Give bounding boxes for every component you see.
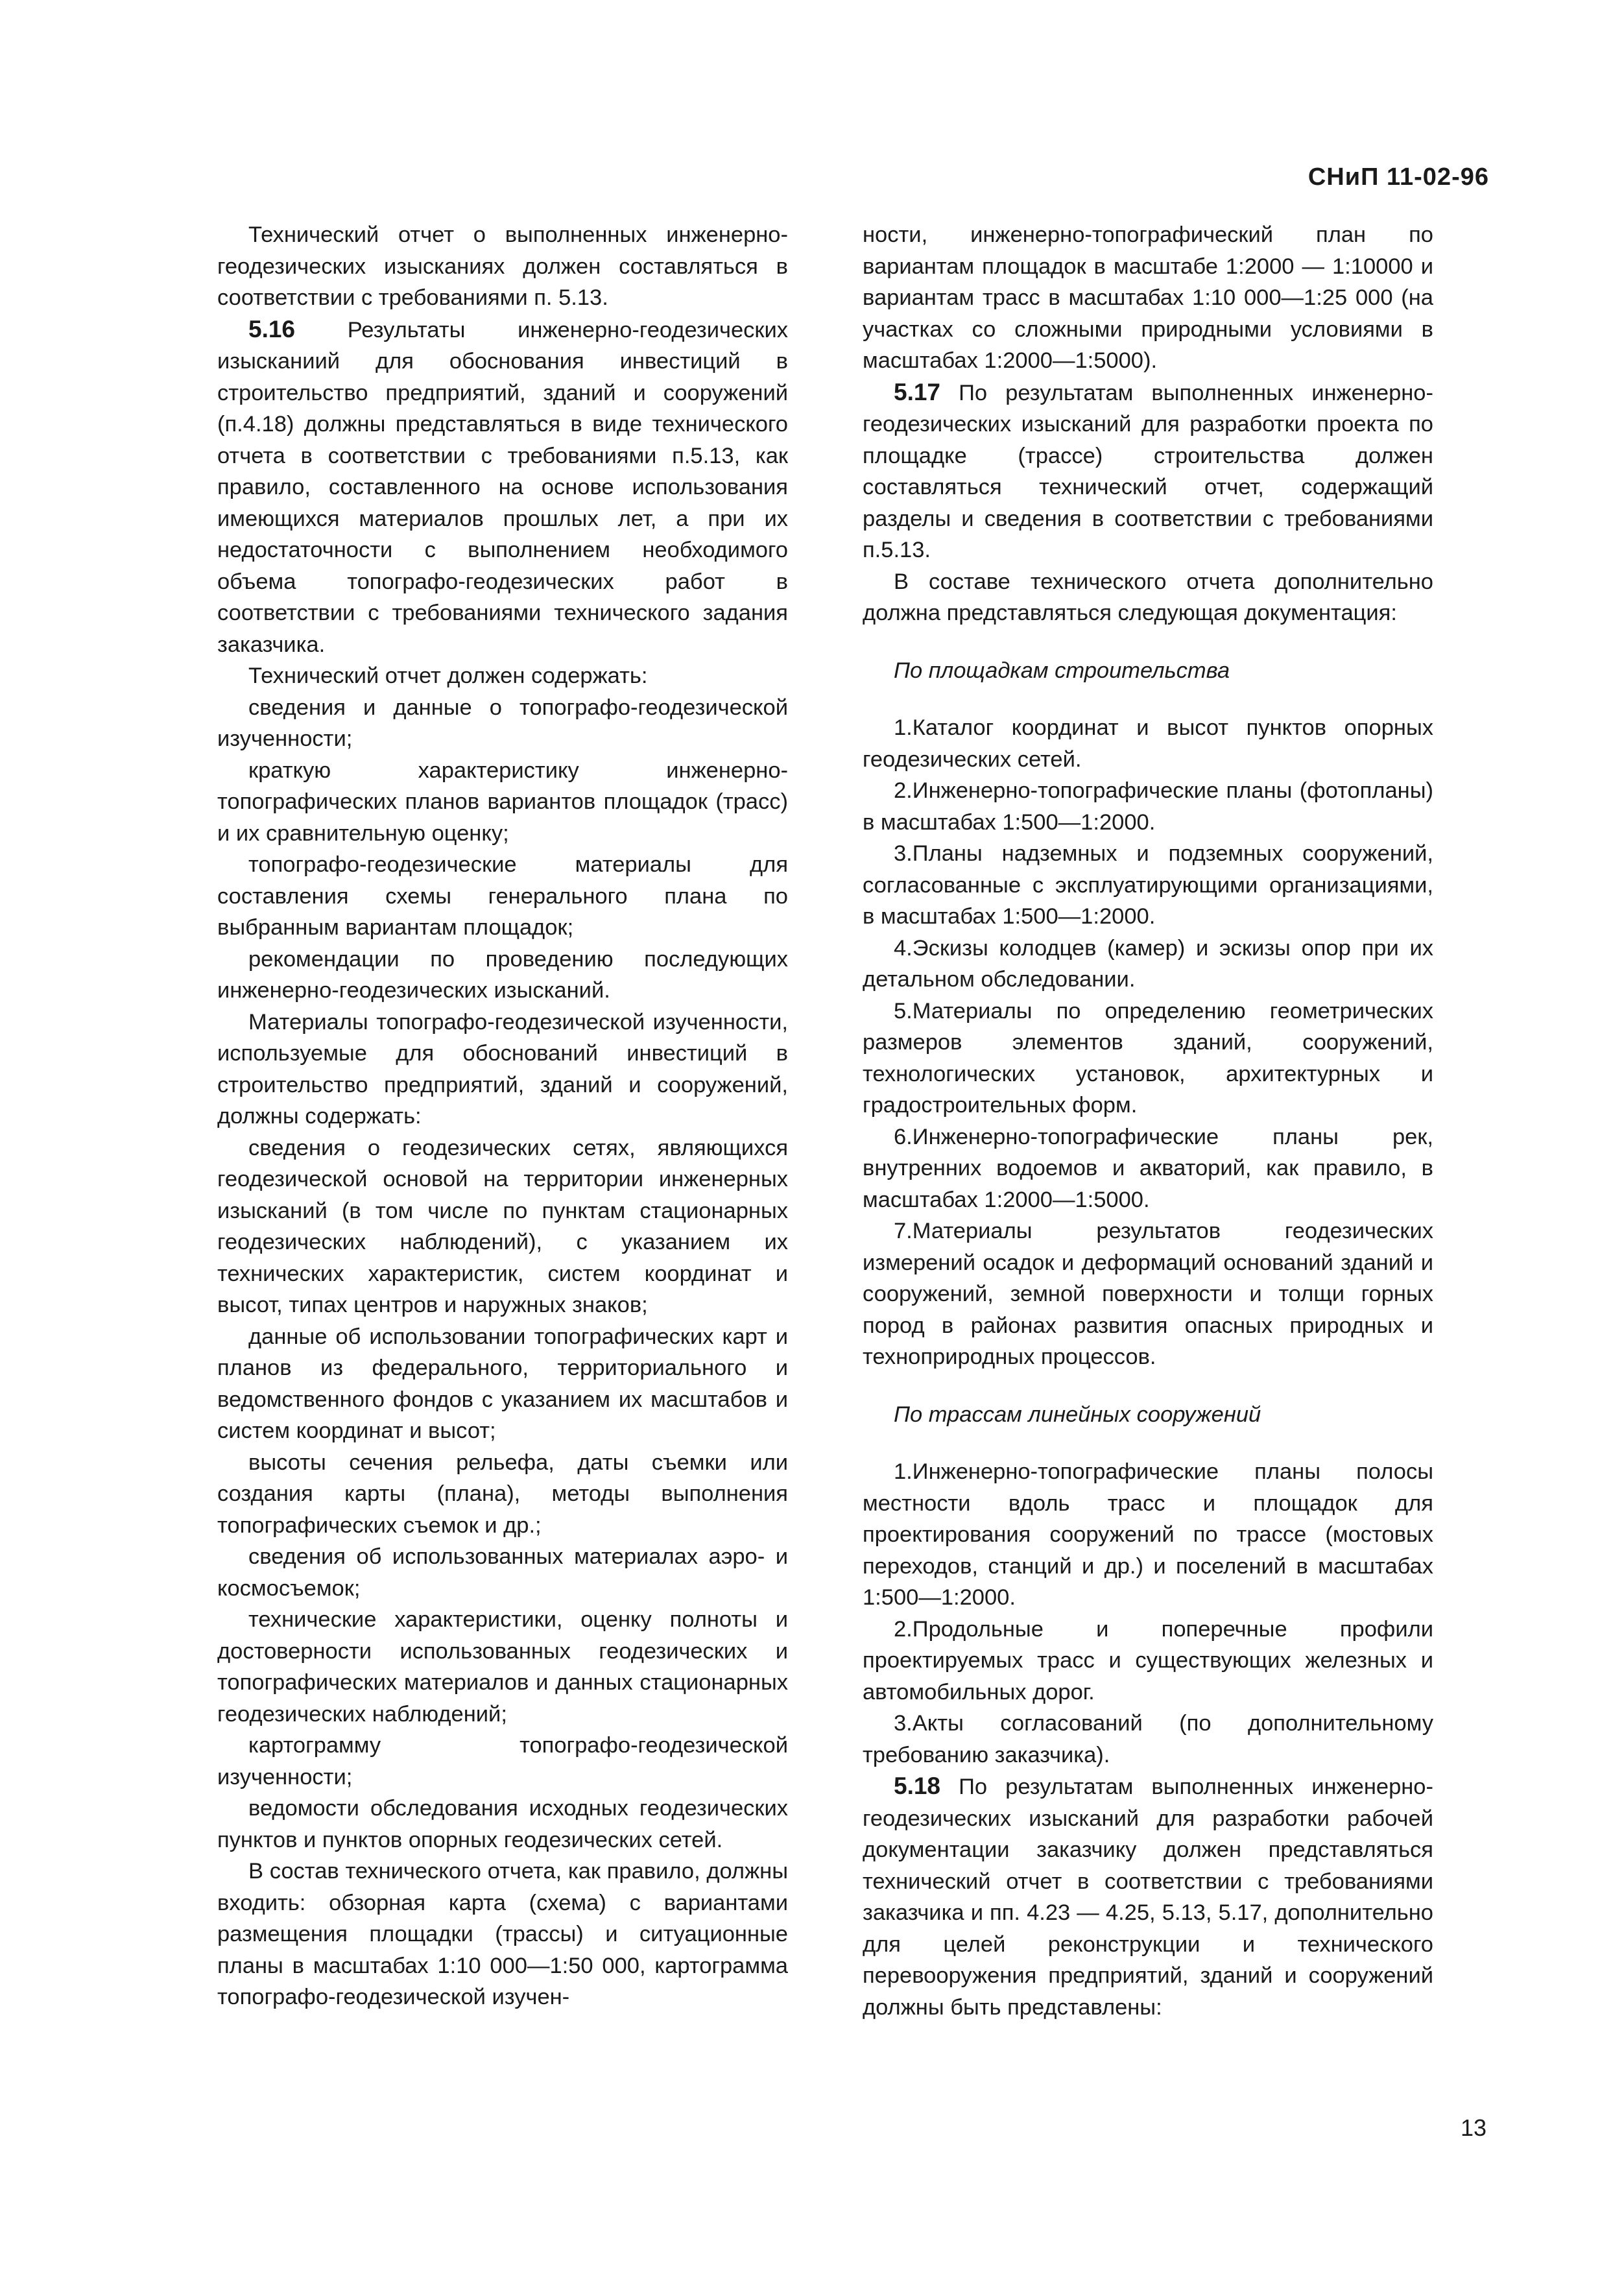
paragraph-text: 3.Планы надземных и подземных сооружений, согласованные с эксплуатирующими организациями, в масштабах 1:500—1:2000. <box>863 841 1433 929</box>
paragraph-text: ведомости обследования исходных геодезических пунктов и пунктов опорных геодезических сетей. <box>217 1796 788 1852</box>
paragraph <box>217 1321 788 1447</box>
page-number: 13 <box>1460 2114 1487 2141</box>
paragraph-text: В состав технического отчета, как правило, должны входить: обзорная карта (схема) с вариантами размещения площадки (трассы) и ситуационные планы в масштабах 1:10 000—1:50 000, картограмма топографо-геодезической изучен- <box>217 1859 788 2009</box>
paragraph <box>217 1447 788 1542</box>
paragraph <box>863 838 1433 933</box>
paragraph <box>863 775 1433 838</box>
paragraph-text: 3.Акты согласований (по дополнительному требованию заказчика). <box>863 1711 1433 1767</box>
paragraph <box>863 1215 1433 1373</box>
section-number: 5.17 <box>894 378 941 405</box>
section-paragraph <box>217 314 788 661</box>
paragraph-text: По результатам выполненных инженерно-геодезических изысканий для разработки рабочей документации заказчику должен представляться технический отчет в соответствии с требованиями заказчика и пп. 4.23 — 4.25, 5.13, 5.17, дополнительно для целей реконструкции и технического перевооружения предприятий, зданий и сооружений должны быть представлены: <box>863 1775 1433 2020</box>
paragraph-text: сведения о геодезических сетях, являющихся геодезической основой на территории инженерных изысканий (в том числе по пунктам стационарных геодезических наблюдений), с указанием их технических характеристик, систем координат и высот, типах центров и наружных знаков; <box>217 1135 788 1317</box>
paragraph <box>217 692 788 755</box>
subsection-heading: По площадкам строительства <box>894 658 1230 683</box>
paragraph <box>217 1132 788 1321</box>
paragraph <box>863 712 1433 775</box>
paragraph-text: В составе технического отчета дополнительно должна представляться следующая документация: <box>863 569 1433 625</box>
paragraph <box>217 755 788 850</box>
paragraph-text: По результатам выполненных инженерно-геодезических изысканий для разработки проекта по площадке (трассе) строительства должен составляться технический отчет, содержащий разделы и сведения в соответствии с требованиями п.5.13. <box>863 380 1433 562</box>
paragraph-text: рекомендации по проведению последующих инженерно-геодезических изысканий. <box>217 946 788 1003</box>
paragraph <box>217 1793 788 1856</box>
paragraph-text: Результаты инженерно-геодезических изысканиий для обоснования инвестиций в строительство предприятий, зданий и сооружений (п.4.18) должны представляться в виде технического отчета в соответствии с требованиями п.5.13, как правило, составленного на основе использования имеющихся материалов прошлых лет, а при их недостаточности с выполнением необходимого объема топографо-геодезических работ в соответствии с требованиями технического задания заказчика. <box>217 317 788 657</box>
paragraph <box>863 219 1433 377</box>
paragraph <box>863 1456 1433 1614</box>
paragraph-text: ности, инженерно-топографический план по вариантам площадок в масштабе 1:2000 — 1:10000 и вариантам трасс в масштабах 1:10 000—1:25 000 (на участках со сложными природными условиями в масштабах 1:2000—1:5000). <box>863 222 1433 373</box>
paragraph-text: данные об использовании топографических карт и планов из федерального, территориального и ведомственного фондов с указанием их масштабов и систем координат и высот; <box>217 1324 788 1443</box>
paragraph-text: сведения об использованных материалах аэро- и космосъемок; <box>217 1544 788 1601</box>
paragraph-text: Технический отчет должен содержать: <box>248 664 648 688</box>
paragraph-text: 1.Инженерно-топографические планы полосы местности вдоль трасс и площадок для проектирования сооружений по трассе (мостовых переходов, станций и др.) и поселений в масштабах 1:500—1:2000. <box>863 1459 1433 1610</box>
paragraph <box>217 660 788 692</box>
paragraph-text: краткую характеристику инженерно-топографических планов вариантов площадок (трасс) и их сравнительную оценку; <box>217 758 788 846</box>
paragraph <box>863 1614 1433 1708</box>
paragraph-text: 2.Инженерно-топографические планы (фотопланы) в масштабах 1:500—1:2000. <box>863 778 1433 835</box>
document-code-header: СНиП 11-02-96 <box>1308 163 1489 191</box>
paragraph <box>863 996 1433 1121</box>
paragraph-text: Материалы топографо-геодезической изученности, используемые для обоснований инвестиций в строительство предприятий, зданий и сооружений, должны содержать: <box>217 1009 788 1129</box>
paragraph-text: топографо-геодезические материалы для составления схемы генерального плана по выбранным вариантам площадок; <box>217 852 788 940</box>
paragraph <box>217 1007 788 1132</box>
paragraph <box>217 944 788 1007</box>
paragraph-text: технические характеристики, оценку полноты и достоверности использованных геодезических и топографических материалов и данных стационарных геодезических наблюдений; <box>217 1607 788 1727</box>
paragraph-text: 4.Эскизы колодцев (камер) и эскизы опор при их детальном обследовании. <box>863 935 1433 992</box>
paragraph-text: 7.Материалы результатов геодезических измерений осадок и деформаций оснований зданий и сооружений, земной поверхности и толщи горных пород в районах развития опасных природных и техноприродных процессов. <box>863 1219 1433 1369</box>
subsection-heading: По трассам линейных сооружений <box>894 1402 1261 1427</box>
paragraph-text: 6.Инженерно-топографические планы рек, внутренних водоемов и акваторий, как правило, в масштабах 1:2000—1:5000. <box>863 1124 1433 1212</box>
paragraph-text: 2.Продольные и поперечные профили проектируемых трасс и существующих железных и автомобильных дорог. <box>863 1616 1433 1705</box>
paragraph <box>217 1730 788 1793</box>
paragraph-text: высоты сечения рельефа, даты съемки или создания карты (плана), методы выполнения топографических съемок и др.; <box>217 1450 788 1538</box>
left-column <box>217 219 788 2013</box>
section-number: 5.18 <box>894 1773 941 1799</box>
paragraph <box>217 849 788 944</box>
paragraph <box>863 1121 1433 1216</box>
paragraph-text: Технический отчет о выполненных инженерно-геодезических изысканиях должен составляться в соответствии с требованиями п. 5.13. <box>217 222 788 310</box>
paragraph <box>863 933 1433 996</box>
paragraph <box>217 219 788 314</box>
section-paragraph <box>863 1771 1433 2023</box>
right-column <box>863 219 1433 2023</box>
paragraph-text: картограмму топографо-геодезической изученности; <box>217 1733 788 1789</box>
paragraph-text: 5.Материалы по определению геометрических размеров элементов зданий, сооружений, технологических установок, архитектурных и градостроительных форм. <box>863 998 1433 1118</box>
paragraph-text: сведения и данные о топографо-геодезической изученности; <box>217 695 788 751</box>
section-number: 5.16 <box>248 315 296 342</box>
paragraph <box>863 566 1433 629</box>
paragraph <box>863 1708 1433 1771</box>
paragraph <box>217 1604 788 1730</box>
paragraph <box>217 1541 788 1604</box>
paragraph-text: 1.Каталог координат и высот пунктов опорных геодезических сетей. <box>863 715 1433 772</box>
paragraph <box>217 1856 788 2013</box>
section-paragraph <box>863 377 1433 566</box>
